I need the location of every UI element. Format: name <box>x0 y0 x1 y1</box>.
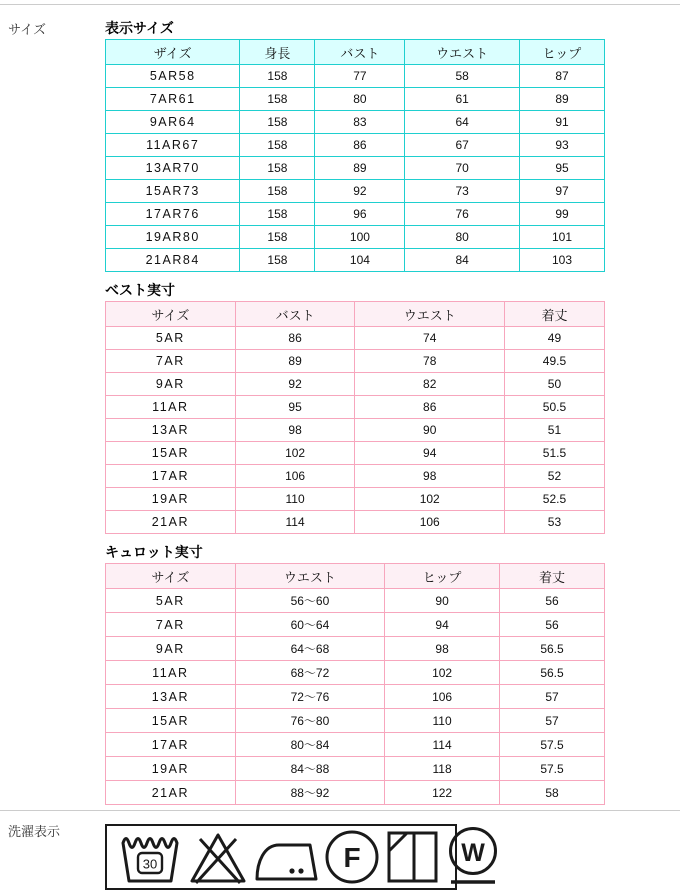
table-cell: 11AR67 <box>106 134 240 157</box>
wash-tub-30-icon <box>117 828 183 886</box>
header-row <box>106 302 605 327</box>
table-cell: 13AR <box>106 419 236 442</box>
side-label-size: サイズ <box>8 22 46 37</box>
table-cell: 122 <box>385 781 500 805</box>
table-row <box>106 589 605 613</box>
table-cell: 95 <box>235 396 355 419</box>
table-cell: 114 <box>385 733 500 757</box>
column-header: ヒップ <box>385 564 500 589</box>
table-row <box>106 613 605 637</box>
table-row <box>106 373 605 396</box>
table-cell: 80 <box>315 88 405 111</box>
table-cell: 94 <box>355 442 504 465</box>
table-row <box>106 733 605 757</box>
line-dry-shade-icon <box>385 828 440 886</box>
table-cell: 158 <box>240 157 315 180</box>
table-cell: 57.5 <box>500 733 605 757</box>
table-cell: 68〜72 <box>235 661 384 685</box>
table-cell: 101 <box>519 226 604 249</box>
table-cell: 15AR <box>106 442 236 465</box>
table-cell: 84 <box>405 249 520 272</box>
table-cell: 158 <box>240 65 315 88</box>
table-cell: 95 <box>519 157 604 180</box>
table-cell: 104 <box>315 249 405 272</box>
care-symbols-box <box>105 824 485 890</box>
table-cell: 60〜64 <box>235 613 384 637</box>
vest-measurements-table <box>105 301 605 534</box>
table-cell: 11AR <box>106 396 236 419</box>
table-cell: 56 <box>500 589 605 613</box>
table-row <box>106 327 605 350</box>
table-cell: 13AR70 <box>106 157 240 180</box>
size-tables-column <box>105 5 680 805</box>
table-row <box>106 65 605 88</box>
table-cell: 78 <box>355 350 504 373</box>
table-cell: 57 <box>500 685 605 709</box>
table-cell: 98 <box>385 637 500 661</box>
table-cell: 52 <box>504 465 604 488</box>
table-row <box>106 511 605 534</box>
table-cell: 84〜88 <box>235 757 384 781</box>
table-row <box>106 111 605 134</box>
table-cell: 158 <box>240 203 315 226</box>
header-row <box>106 564 605 589</box>
table-cell: 158 <box>240 249 315 272</box>
table-cell: 52.5 <box>504 488 604 511</box>
column-header: 着丈 <box>500 564 605 589</box>
table-row <box>106 661 605 685</box>
table-row <box>106 157 605 180</box>
table-row <box>106 637 605 661</box>
laundry-section <box>0 811 680 890</box>
table-cell: 76 <box>405 203 520 226</box>
dry-clean-letter: F <box>343 842 361 873</box>
header-row <box>106 40 605 65</box>
table-title-vest: ベスト実寸 <box>105 282 175 298</box>
table-row <box>106 396 605 419</box>
table-cell: 88〜92 <box>235 781 384 805</box>
table-row <box>106 203 605 226</box>
table-cell: 58 <box>500 781 605 805</box>
table-cell: 17AR <box>106 733 236 757</box>
table-cell: 21AR84 <box>106 249 240 272</box>
table-cell: 106 <box>235 465 355 488</box>
table-cell: 56.5 <box>500 661 605 685</box>
table-cell: 11AR <box>106 661 236 685</box>
table-row <box>106 709 605 733</box>
table-cell: 158 <box>240 180 315 203</box>
table-cell: 98 <box>235 419 355 442</box>
column-header: 着丈 <box>504 302 604 327</box>
table-row <box>106 180 605 203</box>
column-header: バスト <box>235 302 355 327</box>
column-header: サイズ <box>106 564 236 589</box>
table-row <box>106 226 605 249</box>
table-cell: 90 <box>385 589 500 613</box>
table-cell: 103 <box>519 249 604 272</box>
table-cell: 100 <box>315 226 405 249</box>
size-section <box>0 5 680 805</box>
table-cell: 99 <box>519 203 604 226</box>
column-header: サイズ <box>106 302 236 327</box>
table-row <box>106 757 605 781</box>
column-header: ウエスト <box>235 564 384 589</box>
table-cell: 118 <box>385 757 500 781</box>
laundry-column <box>105 811 680 890</box>
table-cell: 17AR76 <box>106 203 240 226</box>
table-cell: 21AR <box>106 781 236 805</box>
table-cell: 50.5 <box>504 396 604 419</box>
wet-clean-letter: W <box>461 839 485 867</box>
table-row <box>106 134 605 157</box>
table-cell: 110 <box>385 709 500 733</box>
table-cell: 97 <box>519 180 604 203</box>
table-cell: 13AR <box>106 685 236 709</box>
table-cell: 19AR80 <box>106 226 240 249</box>
side-label-laundry: 洗濯表示 <box>8 824 61 839</box>
table-row <box>106 249 605 272</box>
table-row <box>106 465 605 488</box>
table-cell: 96 <box>315 203 405 226</box>
table-title-display-size: 表示サイズ <box>105 20 174 36</box>
column-header: 身長 <box>240 40 315 65</box>
table-cell: 67 <box>405 134 520 157</box>
table-cell: 49 <box>504 327 604 350</box>
table-row <box>106 781 605 805</box>
table-cell: 57.5 <box>500 757 605 781</box>
table-cell: 98 <box>355 465 504 488</box>
table-row <box>106 419 605 442</box>
table-cell: 5AR <box>106 589 236 613</box>
table-cell: 9AR <box>106 637 236 661</box>
table-cell: 74 <box>355 327 504 350</box>
table-cell: 77 <box>315 65 405 88</box>
table-cell: 9AR <box>106 373 236 396</box>
column-header: バスト <box>315 40 405 65</box>
table-cell: 94 <box>385 613 500 637</box>
table-cell: 15AR <box>106 709 236 733</box>
table-cell: 102 <box>355 488 504 511</box>
table-cell: 70 <box>405 157 520 180</box>
table-cell: 64〜68 <box>235 637 384 661</box>
culotte-measurements-table <box>105 563 605 805</box>
table-cell: 56〜60 <box>235 589 384 613</box>
table-cell: 51.5 <box>504 442 604 465</box>
table-cell: 80 <box>405 226 520 249</box>
column-header: ヒップ <box>519 40 604 65</box>
table-cell: 7AR <box>106 350 236 373</box>
table-cell: 73 <box>405 180 520 203</box>
table-cell: 64 <box>405 111 520 134</box>
table-cell: 91 <box>519 111 604 134</box>
table-cell: 89 <box>235 350 355 373</box>
table-cell: 106 <box>385 685 500 709</box>
table-cell: 90 <box>355 419 504 442</box>
table-cell: 58 <box>405 65 520 88</box>
table-cell: 158 <box>240 88 315 111</box>
table-cell: 51 <box>504 419 604 442</box>
column-header: ウエスト <box>355 302 504 327</box>
table-cell: 53 <box>504 511 604 534</box>
table-cell: 21AR <box>106 511 236 534</box>
table-cell: 80〜84 <box>235 733 384 757</box>
table-cell: 102 <box>235 442 355 465</box>
table-cell: 49.5 <box>504 350 604 373</box>
table-cell: 86 <box>235 327 355 350</box>
table-cell: 89 <box>519 88 604 111</box>
wash-temperature-label: 30 <box>142 856 158 872</box>
table-cell: 87 <box>519 65 604 88</box>
table-cell: 93 <box>519 134 604 157</box>
table-cell: 5AR58 <box>106 65 240 88</box>
table-cell: 102 <box>385 661 500 685</box>
table-cell: 50 <box>504 373 604 396</box>
table-row <box>106 488 605 511</box>
table-cell: 72〜76 <box>235 685 384 709</box>
table-cell: 15AR73 <box>106 180 240 203</box>
table-cell: 158 <box>240 226 315 249</box>
table-cell: 158 <box>240 111 315 134</box>
table-cell: 83 <box>315 111 405 134</box>
table-cell: 19AR <box>106 757 236 781</box>
table-cell: 56 <box>500 613 605 637</box>
table-cell: 89 <box>315 157 405 180</box>
table-row <box>106 350 605 373</box>
table-cell: 57 <box>500 709 605 733</box>
wet-clean-w-icon <box>445 826 501 888</box>
no-bleach-icon <box>188 828 248 886</box>
table-cell: 86 <box>355 396 504 419</box>
table-cell: 7AR61 <box>106 88 240 111</box>
table-cell: 86 <box>315 134 405 157</box>
column-header: ウエスト <box>405 40 520 65</box>
table-row <box>106 88 605 111</box>
dry-clean-f-icon <box>324 828 380 886</box>
table-cell: 92 <box>235 373 355 396</box>
table-cell: 19AR <box>106 488 236 511</box>
table-cell: 61 <box>405 88 520 111</box>
table-cell: 56.5 <box>500 637 605 661</box>
table-cell: 106 <box>355 511 504 534</box>
table-cell: 76〜80 <box>235 709 384 733</box>
table-row <box>106 685 605 709</box>
table-cell: 158 <box>240 134 315 157</box>
table-row <box>106 442 605 465</box>
table-cell: 110 <box>235 488 355 511</box>
table-cell: 82 <box>355 373 504 396</box>
table-title-culotte: キュロット実寸 <box>105 544 203 560</box>
iron-medium-two-dots-icon <box>253 828 319 886</box>
table-cell: 5AR <box>106 327 236 350</box>
table-cell: 9AR64 <box>106 111 240 134</box>
table-cell: 114 <box>235 511 355 534</box>
column-header: ザイズ <box>106 40 240 65</box>
table-cell: 17AR <box>106 465 236 488</box>
table-cell: 7AR <box>106 613 236 637</box>
table-cell: 92 <box>315 180 405 203</box>
size-display-table <box>105 39 605 272</box>
